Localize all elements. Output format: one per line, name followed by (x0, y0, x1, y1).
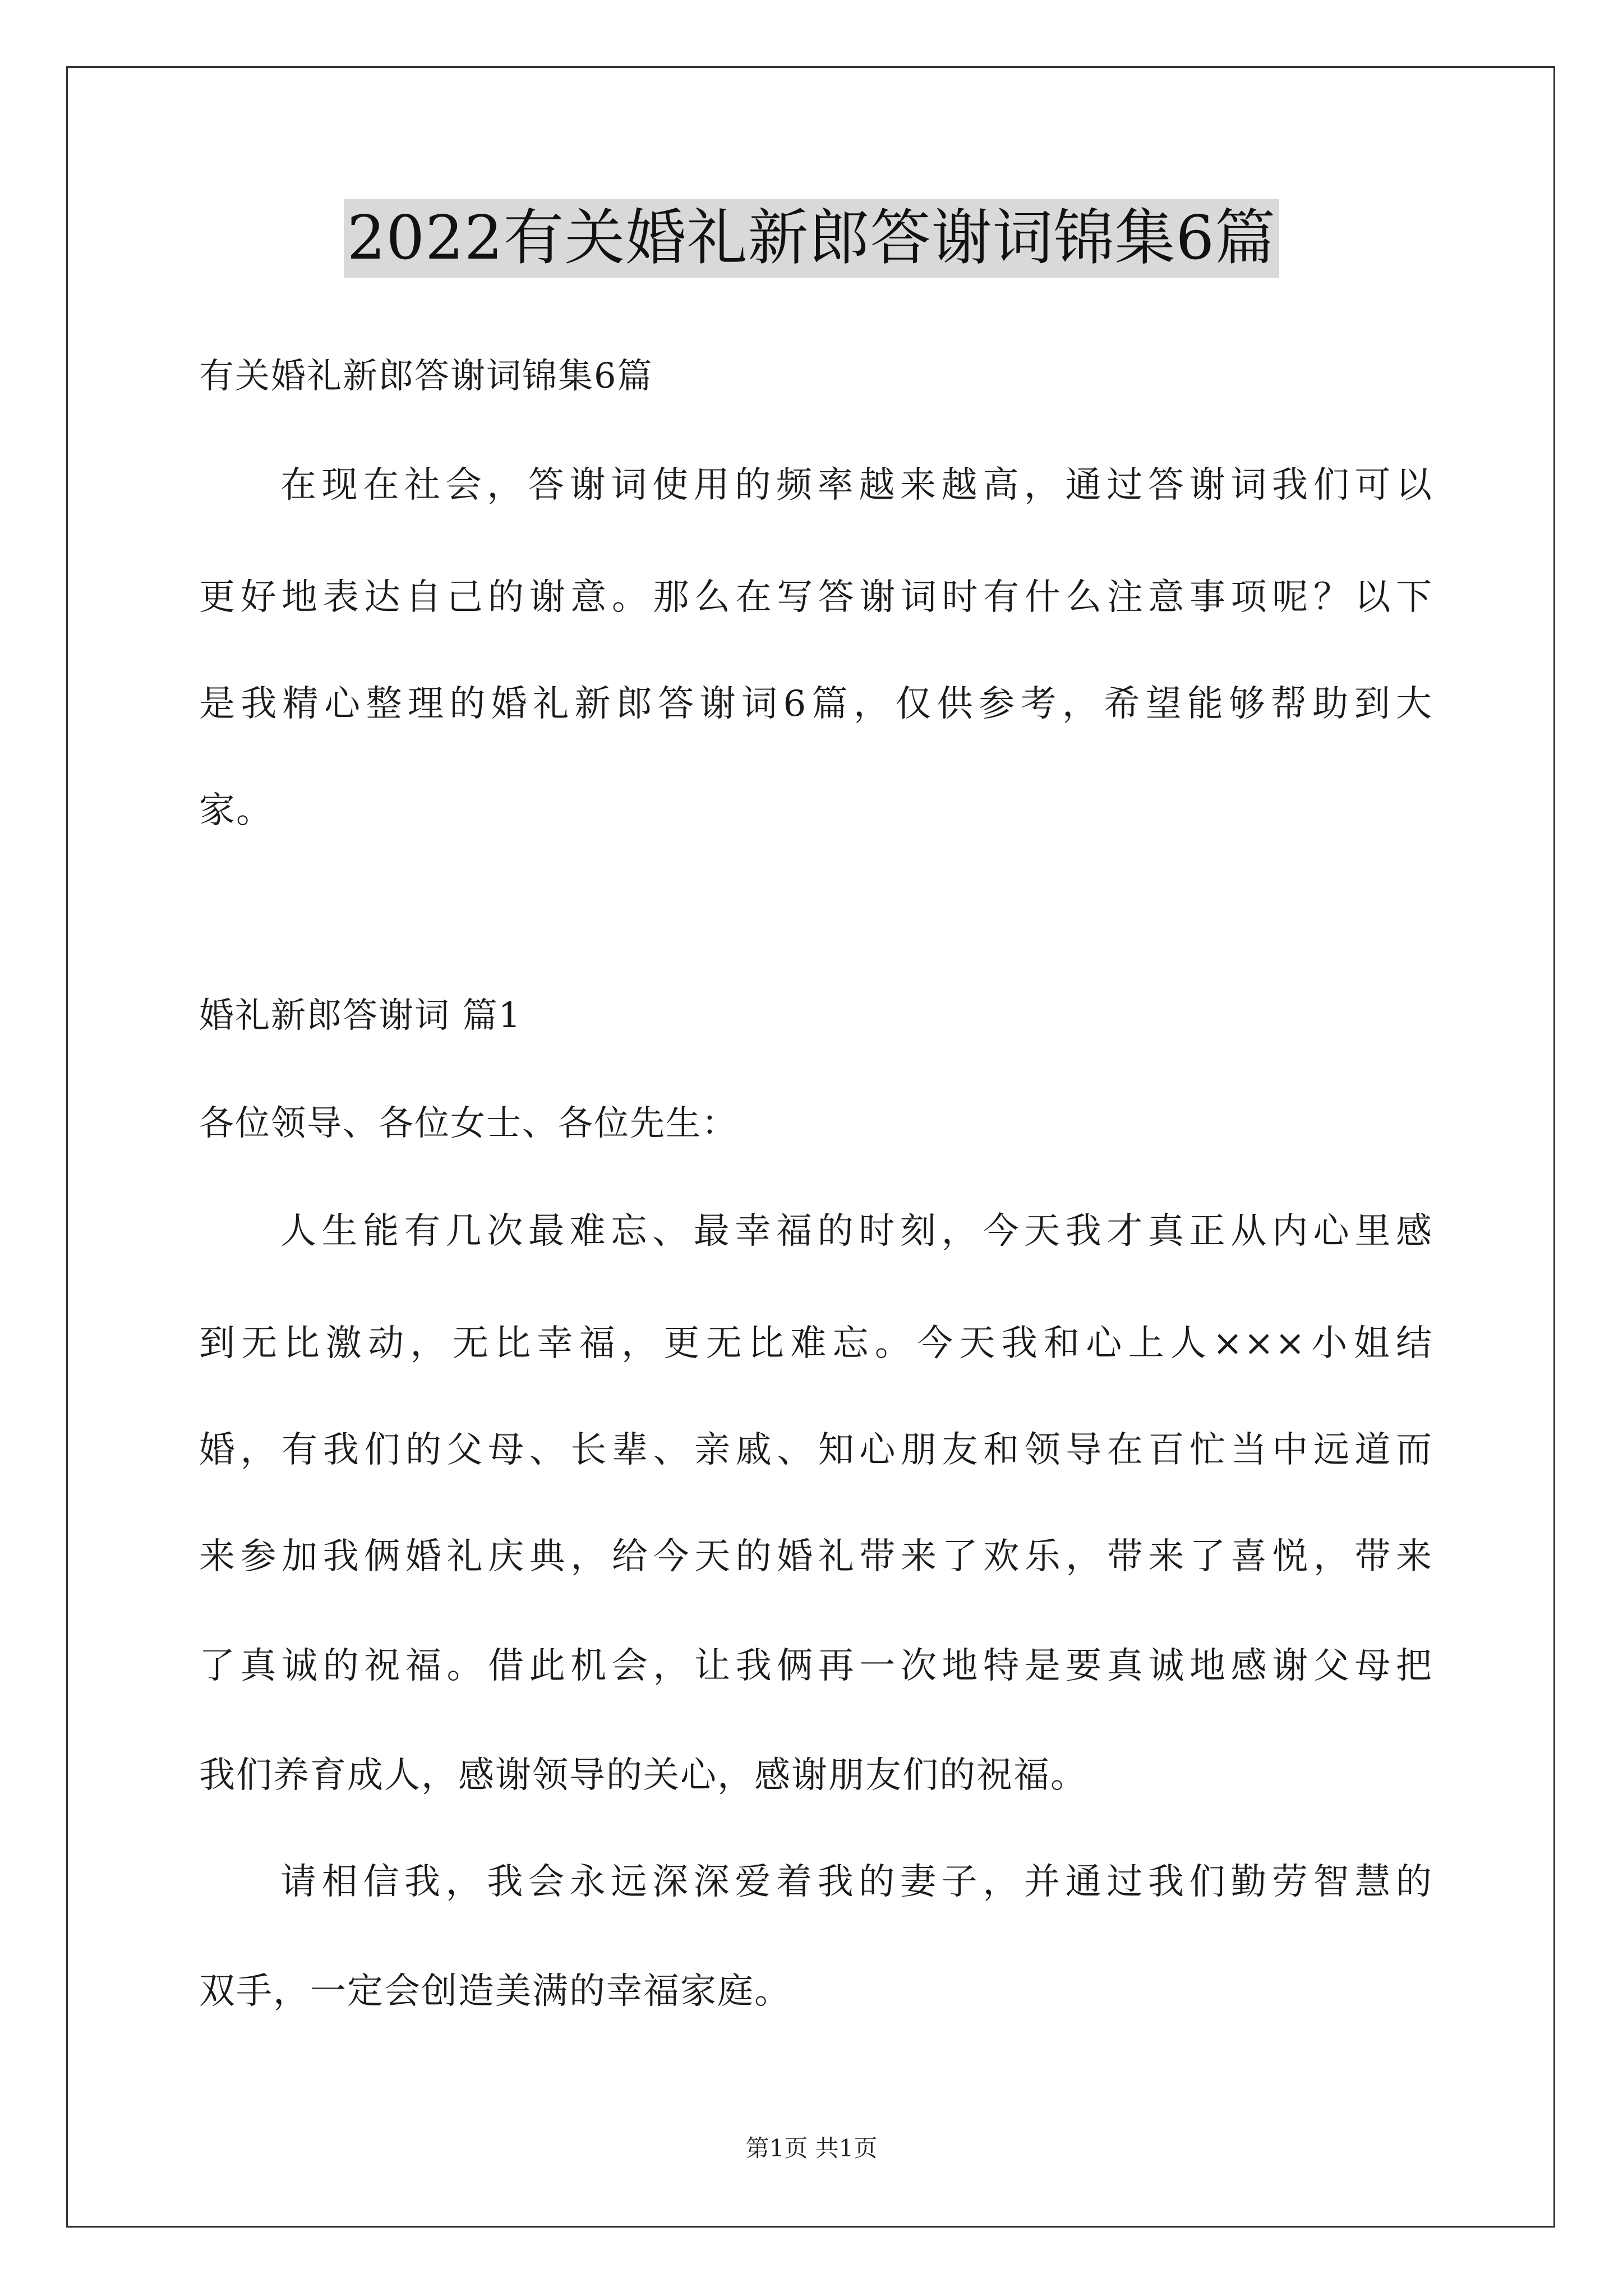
paragraph1-line-4: 来参加我俩婚礼庆典，给今天的婚礼带来了欢乐，带来了喜悦，带来 (199, 1536, 1433, 1577)
paragraph1-line-2: 到无比激动，无比幸福，更无比难忘。今天我和心上人×××小姐结 (199, 1323, 1433, 1364)
salutation: 各位领导、各位女士、各位先生： (199, 1102, 738, 1143)
intro-line-1: 在现在社会，答谢词使用的频率越来越高，通过答谢词我们可以 (280, 464, 1433, 506)
paragraph1-line-5: 了真诚的祝福。借此机会，让我俩再一次地特是要真诚地感谢父母把 (199, 1645, 1433, 1687)
section-heading: 婚礼新郎答谢词 篇1 (199, 995, 522, 1036)
title-container (0, 199, 1623, 278)
paragraph1-line-3: 婚，有我们的父母、长辈、亲戚、知心朋友和领导在百忙当中远道而 (199, 1429, 1433, 1471)
paragraph2-line-2: 双手，一定会创造美满的幸福家庭。 (199, 1971, 791, 2012)
document-subtitle: 有关婚礼新郎答谢词锦集6篇 (199, 355, 653, 396)
intro-line-2: 更好地表达自己的谢意。那么在写答谢词时有什么注意事项呢？以下 (199, 577, 1433, 618)
document-title: 2022有关婚礼新郎答谢词锦集6篇 (344, 199, 1280, 278)
intro-line-4: 家。 (199, 790, 273, 831)
page-number-footer: 第1页 共1页 (745, 2134, 878, 2162)
paragraph2-line-1: 请相信我，我会永远深深爱着我的妻子，并通过我们勤劳智慧的 (280, 1861, 1433, 1903)
intro-line-3: 是我精心整理的婚礼新郎答谢词6篇，仅供参考，希望能够帮助到大 (199, 683, 1433, 725)
paragraph1-line-6: 我们养育成人，感谢领导的关心，感谢朋友们的祝福。 (199, 1755, 1087, 1796)
paragraph1-line-1: 人生能有几次最难忘、最幸福的时刻，今天我才真正从内心里感 (280, 1211, 1433, 1252)
